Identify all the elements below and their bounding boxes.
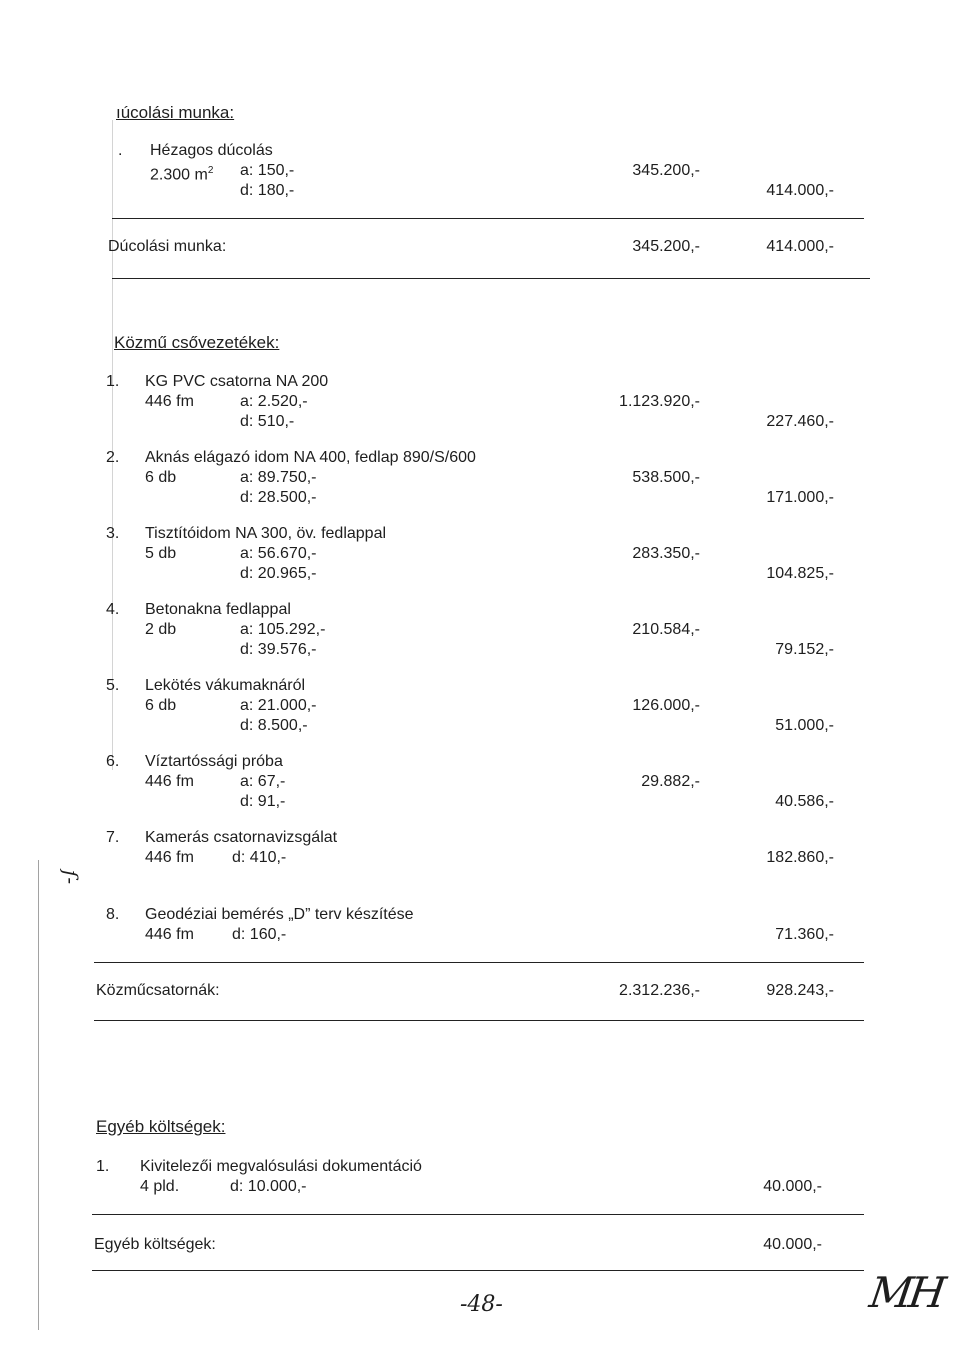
section1-item-d-total: 414.000,- (766, 182, 834, 199)
section2-summary-a-total: 2.312.236,- (619, 982, 700, 999)
scan-edge-line (38, 860, 39, 1330)
item-a-price: a: 56.670,- (240, 545, 317, 562)
section1-item-title: Hézagos dúcolás (150, 142, 273, 159)
item-title: KG PVC csatorna NA 200 (145, 373, 329, 390)
item-number: 2. (106, 449, 120, 466)
divider (112, 218, 864, 219)
item-a-price: a: 105.292,- (240, 621, 326, 638)
page-number: -48- (460, 1292, 503, 1317)
item-a-price: a: 89.750,- (240, 469, 317, 486)
item-quantity: 5 db (145, 545, 177, 562)
item-number: 3. (106, 525, 120, 542)
item-a-total: 29.882,- (641, 773, 700, 790)
item-a-total: 126.000,- (632, 697, 700, 714)
item-quantity: 2 db (145, 621, 177, 638)
item-d-total: 51.000,- (775, 717, 834, 734)
item-number: 4. (106, 601, 120, 618)
item-d-total: 71.360,- (775, 926, 834, 943)
section1-summary-d-total: 414.000,- (766, 238, 834, 255)
item-a-price: a: 21.000,- (240, 697, 317, 714)
signature: MH (866, 1268, 946, 1317)
divider (94, 1020, 864, 1021)
section2-summary-label: Közműcsatornák: (96, 982, 220, 999)
item-a-price: a: 67,- (240, 773, 286, 790)
section1-summary-a-total: 345.200,- (632, 238, 700, 255)
item-quantity: 6 db (145, 697, 177, 714)
item-number: 6. (106, 753, 120, 770)
item-d-total: 171.000,- (766, 489, 834, 506)
item-d-total: 227.460,- (766, 413, 834, 430)
item-d-total: 104.825,- (766, 565, 834, 582)
section3-item-title: Kivitelezői megvalósulási dokumentáció (140, 1158, 422, 1175)
section3-summary-label: Egyéb költségek: (94, 1236, 216, 1253)
item-d-price: d: 410,- (232, 849, 287, 866)
section3-item-qty: 4 pld. (140, 1178, 180, 1195)
item-number: 1. (106, 373, 120, 390)
section3-item-num: 1. (96, 1158, 110, 1175)
divider (112, 278, 870, 279)
margin-mark: ſ- (59, 869, 84, 885)
section1-item-bullet: . (118, 142, 123, 159)
divider (94, 962, 864, 963)
divider (92, 1214, 864, 1215)
item-d-price: d: 91,- (240, 793, 286, 810)
item-d-total: 79.152,- (775, 641, 834, 658)
item-title: Geodéziai bemérés „D” terv készítése (145, 906, 414, 923)
item-quantity: 446 fm (145, 773, 194, 790)
item-d-price: d: 20.965,- (240, 565, 317, 582)
section1-item-qty: 2.300 $m^2$ (150, 165, 214, 184)
item-a-total: 1.123.920,- (619, 393, 700, 410)
item-title: Betonakna fedlappal (145, 601, 291, 618)
item-a-total: 538.500,- (632, 469, 700, 486)
divider (92, 1270, 864, 1271)
section2-summary-d-total: 928.243,- (766, 982, 834, 999)
section1-item-d-price: d: 180,- (240, 182, 295, 199)
item-quantity: 446 fm (145, 926, 194, 943)
item-number: 7. (106, 829, 120, 846)
item-d-price: d: 8.500,- (240, 717, 308, 734)
item-d-total: 40.586,- (775, 793, 834, 810)
item-title: Tisztítóidom NA 300, öv. fedlappal (145, 525, 387, 542)
item-title: Víztartóssági próba (145, 753, 283, 770)
item-title: Kamerás csatornavizsgálat (145, 829, 338, 846)
item-quantity: 446 fm (145, 393, 194, 410)
section1-item-a-price: a: 150,- (240, 162, 295, 179)
item-d-price: d: 28.500,- (240, 489, 317, 506)
item-title: Aknás elágazó idom NA 400, fedlap 890/S/600 (145, 449, 476, 466)
item-number: 8. (106, 906, 120, 923)
section3-heading: Egyéb költségek: (96, 1117, 226, 1136)
item-a-total: 210.584,- (632, 621, 700, 638)
item-d-price: d: 160,- (232, 926, 287, 943)
section1-item-a-total: 345.200,- (632, 162, 700, 179)
item-d-price: d: 510,- (240, 413, 295, 430)
item-a-total: 283.350,- (632, 545, 700, 562)
item-number: 5. (106, 677, 120, 694)
section1-heading: ıúcolási munka: (116, 103, 235, 122)
section3-summary-d-total: 40.000,- (763, 1236, 822, 1253)
section3-item-d-total: 40.000,- (763, 1178, 822, 1195)
item-d-total: 182.860,- (766, 849, 834, 866)
item-a-price: a: 2.520,- (240, 393, 308, 410)
section2-heading: Közmű csővezetékek: (114, 333, 280, 352)
item-quantity: 446 fm (145, 849, 194, 866)
section1-summary-label: Dúcolási munka: (108, 238, 227, 255)
section3-item-d-price: d: 10.000,- (230, 1178, 307, 1195)
item-quantity: 6 db (145, 469, 177, 486)
item-d-price: d: 39.576,- (240, 641, 317, 658)
item-title: Lekötés vákumaknáról (145, 677, 306, 694)
